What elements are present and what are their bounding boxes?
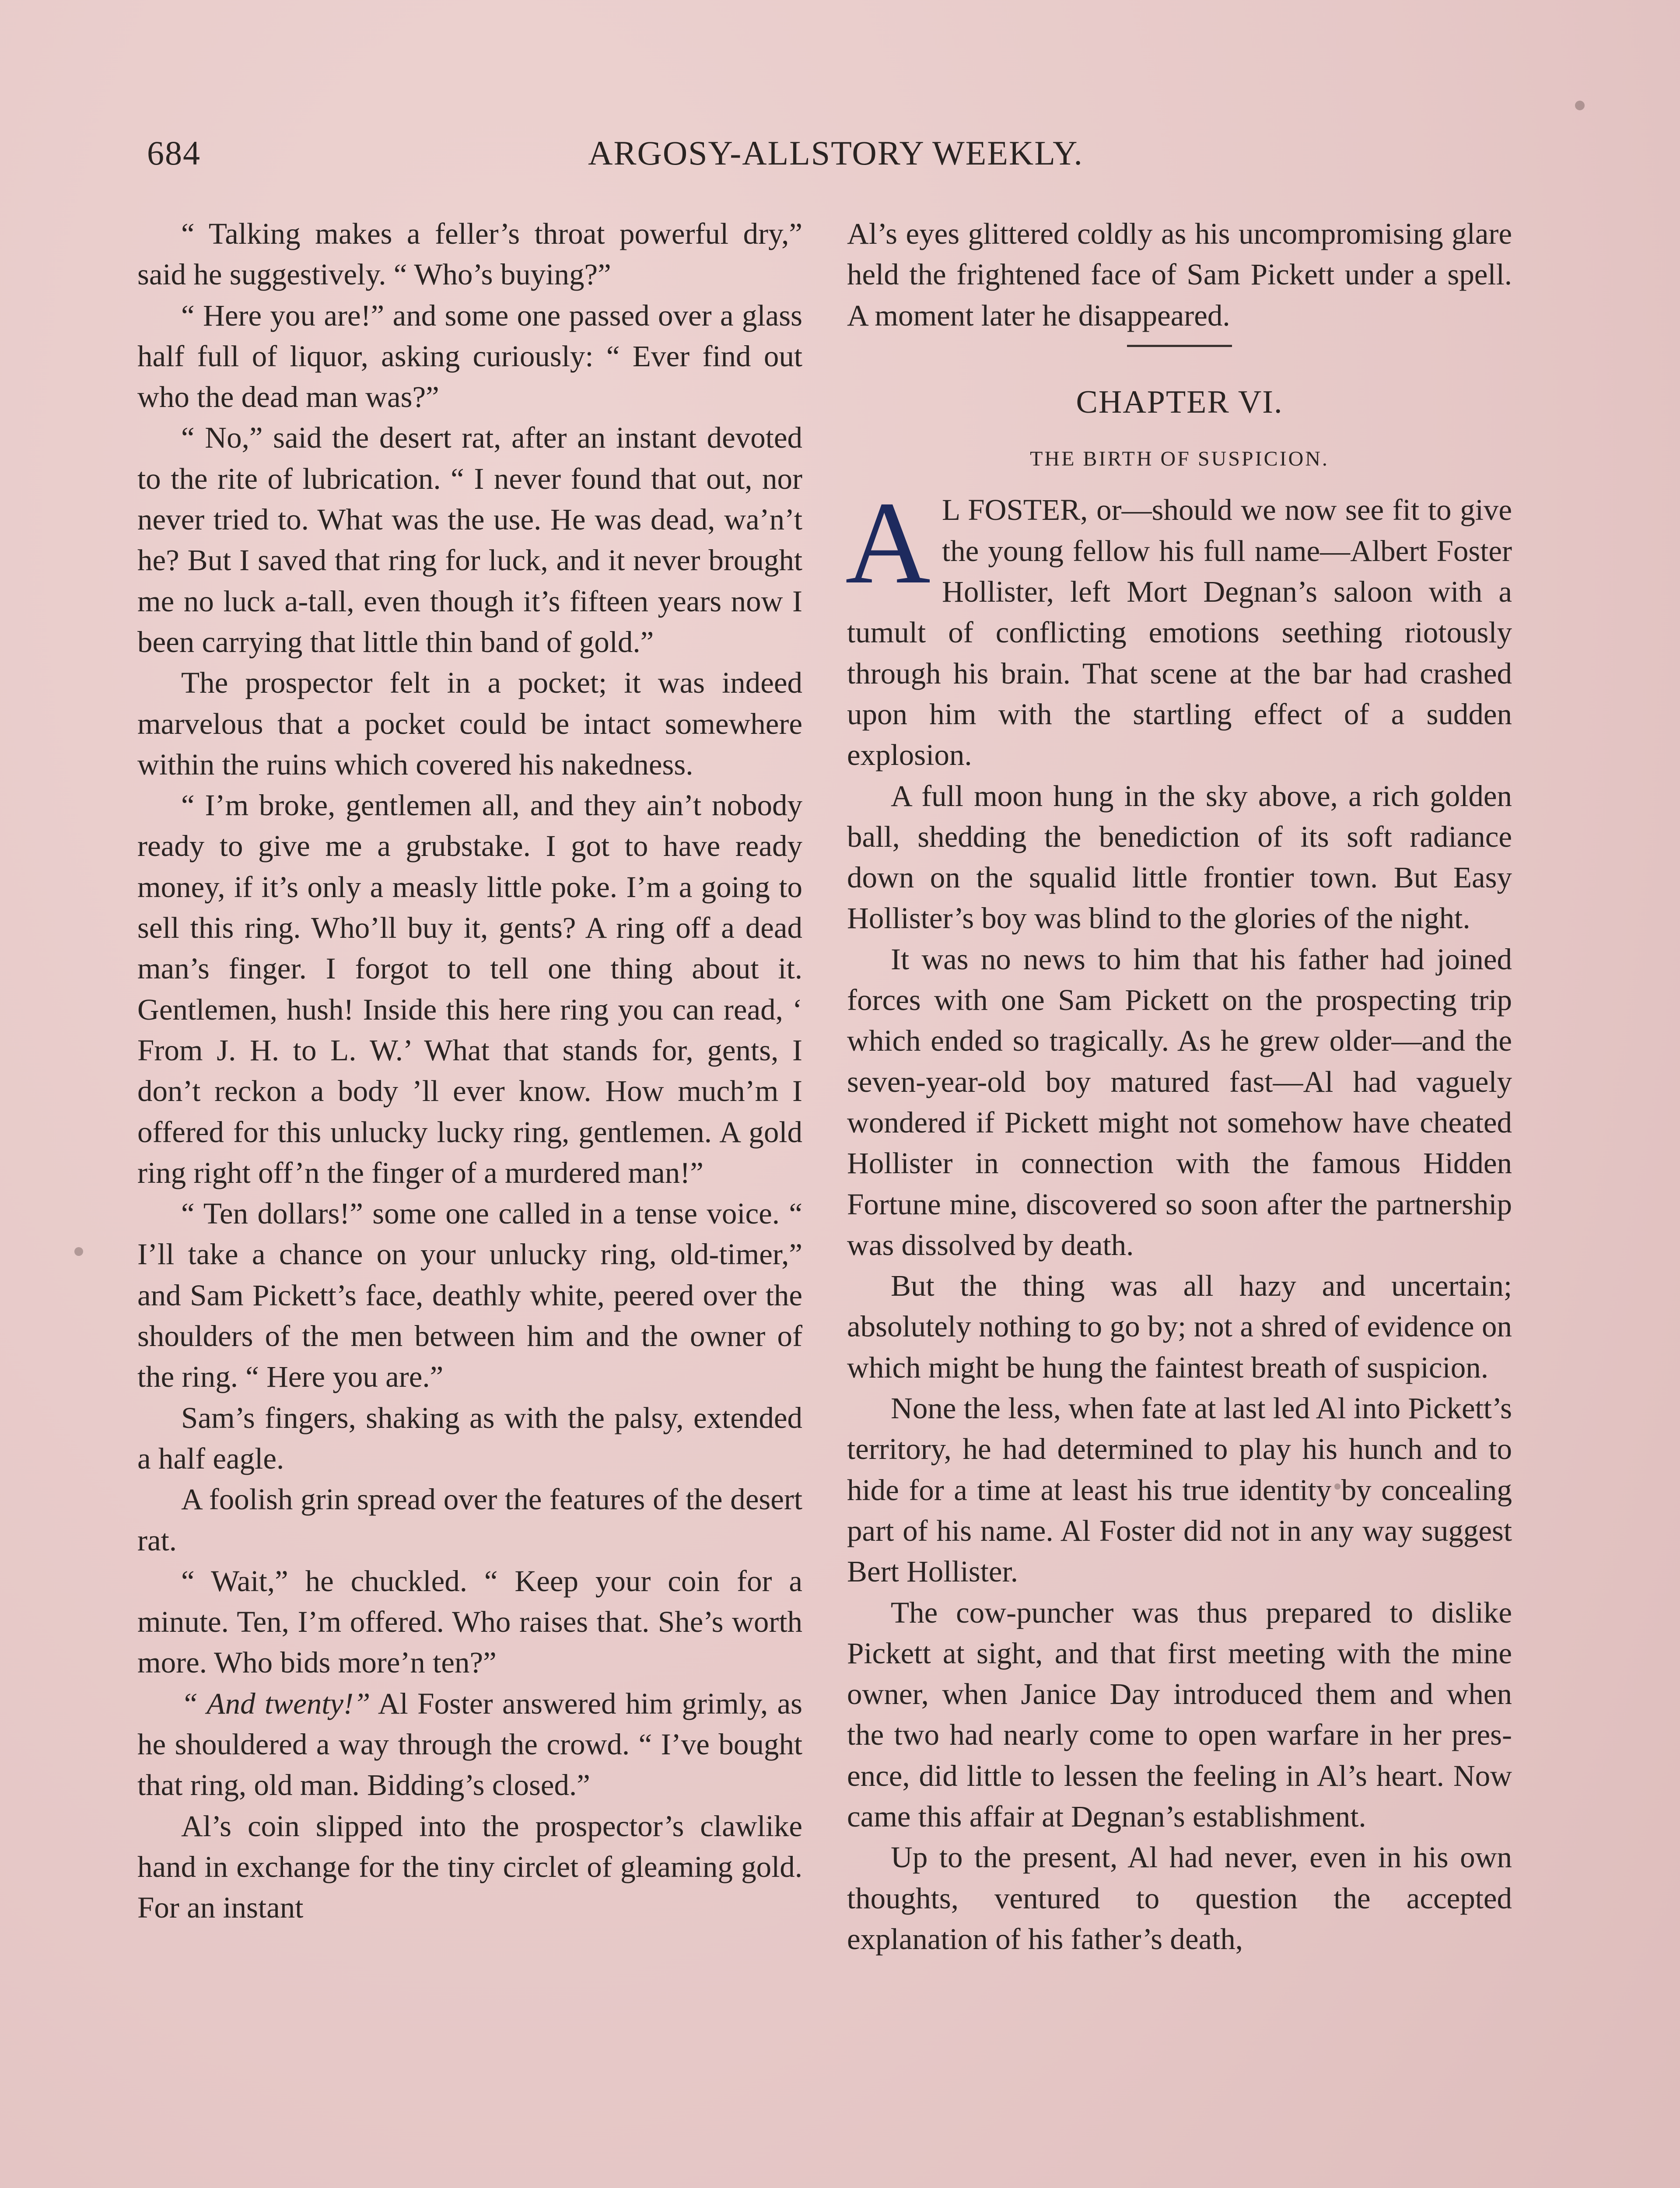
italic-bid: “ And twenty!” [181,1687,371,1720]
paragraph: “ Ten dollars!” some one called in a tense voice. “ I’ll take a chance on your unlucky ring, old-timer,” and Sam Pickett’s face, deathly white, peered over the shoulders of the men between him and the owner of the ring. “ Here you are.” [137,1197,802,1394]
paragraph: Al’s coin slipped into the prospector’s clawlike hand in exchange for the tiny circlet of gleaming gold. For an instant [137,1809,802,1925]
paragraph [137,1683,802,1806]
paragraph: “ Talking makes a feller’s throat powerful dry,” said he suggestively. “ Who’s buying?” [137,217,802,291]
paragraph: Sam’s fingers, shaking as with the palsy, extended a half eagle. [137,1401,802,1475]
paragraph: None the less, when fate at last led Al into Pickett’s territory, he had determined to play his hunch and to hide for a time at least his true identity by concealing part of his name. Al Foster did not in any way suggest Bert Hollister. [847,1392,1512,1588]
paragraph: “ Here you are!” and some one passed over a glass half full of liquor, asking curiously: “ Ever find out who the dead man was?” [137,298,802,414]
page-number: 684 [147,134,201,172]
chapter-opening-paragraph [845,477,1512,775]
paragraph: The prospector felt in a pocket; it was indeed marvelous that a pocket could be intact somewhere within the ruins which covered his nakedness. [137,666,802,781]
paragraph: Up to the present, Al had never, even in his own thoughts, ventured to question the accepted explanation of his father’s death, [847,1841,1512,1956]
paragraph: A foolish grin spread over the features of the desert rat. [137,1483,802,1557]
section-divider [1127,345,1232,347]
left-column [137,214,802,1928]
paragraph-continuation: Al’s eyes glittered coldly as his uncompromising glare held the frightened face of Sam Pickett under a spell. A moment later he disappeared. [847,217,1512,332]
drop-cap: A [845,477,931,609]
paper-speck [1575,101,1585,110]
paragraph: But the thing was all hazy and uncertain; absolutely nothing to go by; not a shred of evidence on which might be hung the faintest breath of suspicion. [847,1269,1512,1384]
paragraph: The cow-puncher was thus prepared to dislike Pickett at sight, and that first meeting with the mine owner, when Janice Day introduced them and when the two had nearly come to open warfare in her presence, did little to lessen the feeling in Al’s heart. Now came this affair at Degnan’s establishment. [847,1595,1512,1833]
running-head: ARGOSY-ALLSTORY WEEKLY. [588,134,1083,172]
paragraph: It was no news to him that his father had joined forces with one Sam Pickett on the prospecting trip which ended so tragically. As he grew older—and the seven-year-old boy matured fast—Al had vaguely wondered if Pickett might not somehow have cheated Hollister in connection with the famous Hidden Fortune mine, discovered so soon after the partnership was dissolved by death. [847,942,1512,1262]
chapter-subtitle: THE BIRTH OF SUSPICION. [1030,447,1329,471]
paragraph-text: Al Foster answered him grimly, as he shouldered a way through the crowd. “ I’ve bought that ring, old man. Bidding’s closed.” [137,1687,802,1802]
paragraph: “ I’m broke, gentlemen all, and they ain’t nobody ready to give me a grubstake. I got to have ready money, if it’s only a measly little poke. I’m a going to sell this ring. Who’ll buy it, gents? A ring off a dead man’s finger. I forgot to tell one thing about it. Gentlemen, hush! Inside this here ring you can read, ‘ From J. H. to L. W.’ What that stands for, gents, I don’t reckon a body ’ll ever know. How much’m I offered for this unlucky lucky ring, gentlemen. A gold ring right off’n the finger of a murdered man!” [137,789,802,1189]
paper-speck [1334,1483,1340,1490]
paper-speck [74,1247,83,1256]
paragraph: “ No,” said the desert rat, after an instant devoted to the rite of lubrication. “ I never found that out, nor never tried to. What was the use. He was dead, wa’n’t he? But I saved that ring for luck, and it never brought me no luck a-tall, even though it’s fifteen years now I been carrying that little thin band of gold.” [137,421,802,659]
page-header [140,133,1531,182]
right-column [847,214,1512,1960]
paragraph: A full moon hung in the sky above, a rich golden ball, shedding the benediction of its soft radiance down on the squalid little frontier town. But Easy Hollister’s boy was blind to the glories of the night. [847,779,1512,935]
paragraph-text: L FOSTER, or—should we now see fit to give the young fellow his full name—Albert Foster Hollister, left Mort Degnan’s saloon with a tumult of conflicting emotions seething riotously through his brain. That scene at the bar had crashed upon him with the startling effect of a sudden explosion. [847,493,1512,772]
paragraph: “ Wait,” he chuckled. “ Keep your coin for a minute. Ten, I’m offered. Who raises that. She’s worth more. Who bids more’n ten?” [137,1564,802,1680]
chapter-title: CHAPTER VI. [1076,384,1283,420]
